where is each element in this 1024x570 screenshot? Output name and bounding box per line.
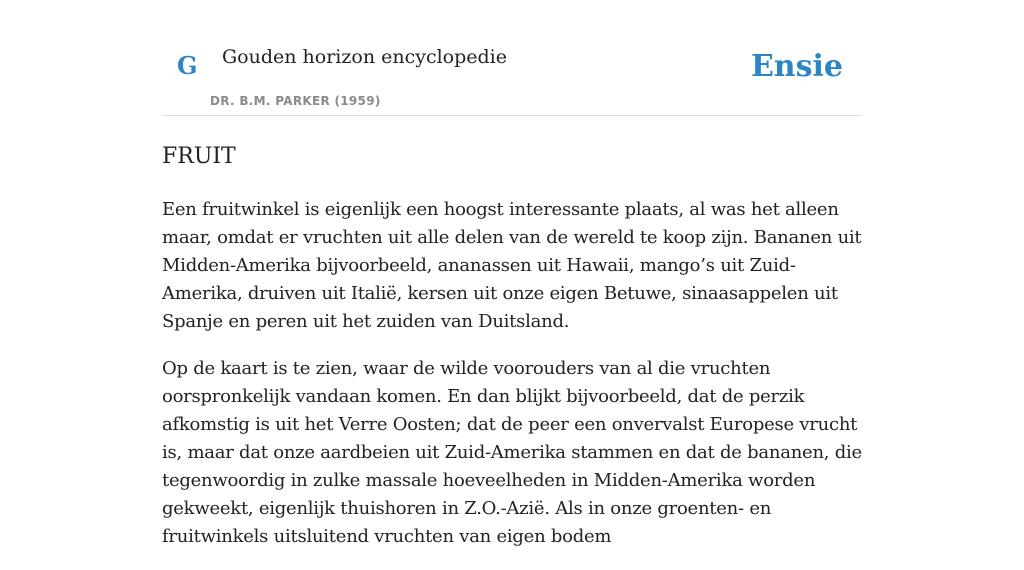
page-container [162,0,862,570]
source-title[interactable]: Gouden horizon encyclopedie [222,46,507,68]
source-logo[interactable]: G [177,51,198,80]
paragraph: Op de kaart is te zien, waar de wilde voorouders van al die vruchten oorspronkelijk vandaan komen. En dan blijkt bijvoorbeeld, dat de perzik afkomstig is uit het Verre Oosten; dat de peer een onvervalst Europese vrucht is, maar dat onze aardbeien uit Zuid-Amerika stammen en dat de bananen, die tegenwoordig in zulke massale hoeveelheden in Midden-Amerika worden gekweekt, eigenlijk thuishoren in Z.O.-Azië. Als in onze groenten- en fruitwinkels uitsluitend vruchten van eigen bodem [162,358,862,547]
page-header [162,0,862,116]
entry-body [162,196,862,551]
brand-logo-link[interactable]: Ensie [750,49,843,84]
paragraph: Een fruitwinkel is eigenlijk een hoogst interessante plaats, al was het alleen maar, omdat er vruchten uit alle delen van de wereld te koop zijn. Bananen uit Midden-Amerika bijvoorbeeld, ananassen uit Hawaii, mango’s uit Zuid-Amerika, druiven uit Italië, kersen uit onze eigen Betuwe, sinaasappelen uit Spanje en peren uit het zuiden van Duitsland. [162,199,862,332]
source-author: DR. B.M. PARKER (1959) [210,94,381,108]
entry-title: FRUIT [162,144,236,169]
